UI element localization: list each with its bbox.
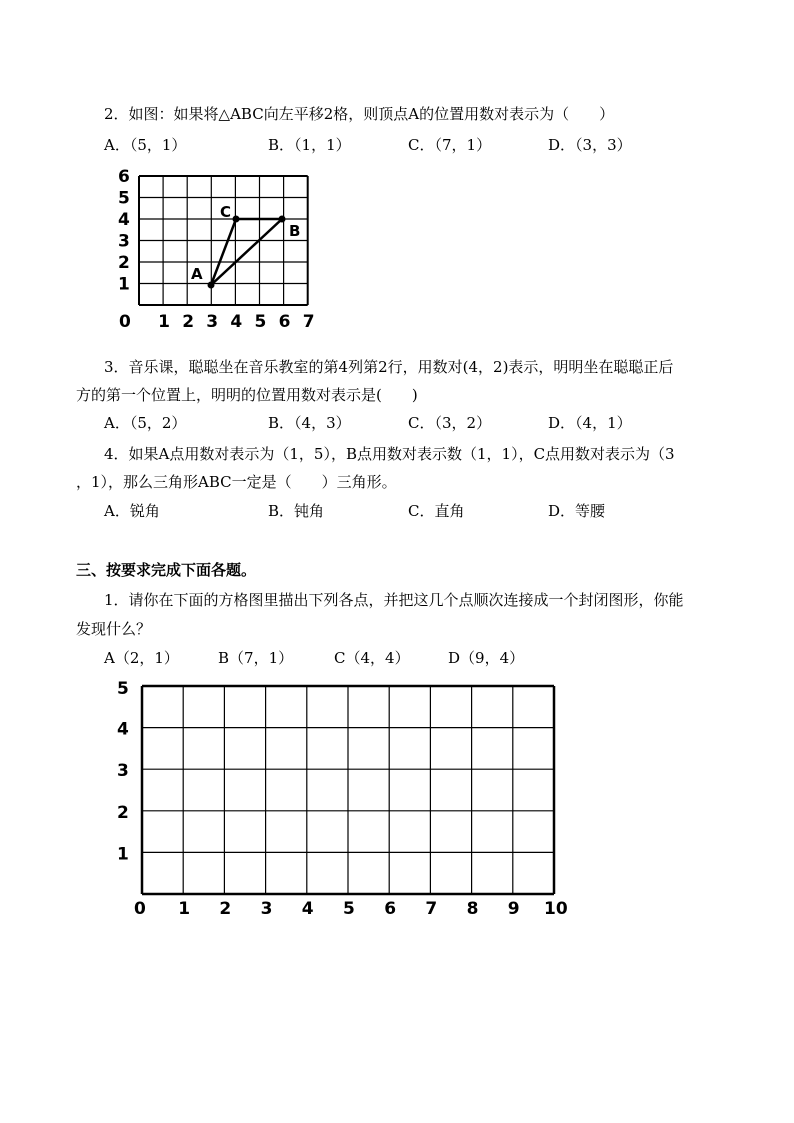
x2-tick-label: 1 <box>178 899 191 919</box>
x-tick-label: 7 <box>302 312 315 332</box>
y2-tick-label: 5 <box>117 679 129 699</box>
x2-tick-label: 7 <box>425 899 438 919</box>
q2-option-c: C．（7，1） <box>408 136 492 154</box>
x2-tick-label: 8 <box>466 899 479 919</box>
q4-line1: 4．如果A点用数对表示为（1，5），B点用数对表示数（1，1），C点用数对表示为（3 <box>104 445 675 463</box>
label-a: A <box>191 265 203 283</box>
q2-option-b: B．（1，1） <box>268 136 351 154</box>
point-a-dot <box>208 282 215 289</box>
y-tick-label: 6 <box>118 167 130 187</box>
y-tick-label: 3 <box>118 231 130 252</box>
label-c: C <box>220 203 232 221</box>
y2-tick-label: 2 <box>117 802 129 823</box>
s3-q1-line2: 发现什么？ <box>76 620 152 638</box>
point-a: A（2，1） <box>104 649 179 667</box>
x2-tick-label: 0 <box>134 899 146 919</box>
x2-tick-label: 3 <box>260 899 273 919</box>
x2-tick-label: 4 <box>301 899 314 919</box>
q4-option-d: D．等腰 <box>548 502 606 520</box>
y2-tick-label: 1 <box>117 844 129 865</box>
y-tick-label: 1 <box>118 274 130 295</box>
q2-text: 2．如图：如果将△ABC向左平移2格，则顶点A的位置用数对表示为（ ） <box>104 105 615 123</box>
x-tick-label: 0 <box>119 312 131 332</box>
y-tick-label: 2 <box>118 253 130 273</box>
section-heading: 三、按要求完成下面各题。 <box>76 561 257 579</box>
y-tick-label: 4 <box>118 210 130 230</box>
q4-option-a: A．锐角 <box>104 502 160 520</box>
q3-option-c: C．（3，2） <box>408 414 492 432</box>
point-b: B（7，1） <box>218 649 294 667</box>
q4-line2: ，1），那么三角形ABC一定是（ ）三角形。 <box>76 473 397 491</box>
x2-tick-label: 6 <box>384 899 397 919</box>
q3-option-a: A．（5，2） <box>104 414 187 432</box>
x-tick-label: 6 <box>278 312 291 332</box>
x2-tick-label: 10 <box>544 899 568 919</box>
point-b-dot <box>279 216 286 223</box>
x2-tick-label: 2 <box>219 899 232 919</box>
x2-tick-label: 9 <box>507 899 520 919</box>
q4-option-b: B．钝角 <box>268 502 325 520</box>
q4-option-c: C．直角 <box>408 502 465 520</box>
q2-option-a: A．（5，1） <box>104 136 187 154</box>
point-c-dot <box>233 216 240 223</box>
x-tick-label: 1 <box>158 312 170 332</box>
y2-tick-label: 4 <box>117 719 129 740</box>
x-tick-label: 3 <box>206 312 219 332</box>
y-tick-label: 5 <box>118 188 130 209</box>
point-d: D（9，4） <box>448 649 525 667</box>
x-tick-label: 4 <box>230 312 243 332</box>
x-tick-label: 5 <box>254 312 267 332</box>
label-b: B <box>289 222 301 240</box>
q3-option-b: B．（4，3） <box>268 414 351 432</box>
triangle-abc <box>211 219 282 285</box>
q3-line2: 方的第一个位置上，明明的位置用数对表示是( ) <box>76 386 418 404</box>
q3-line1: 3．音乐课，聪聪坐在音乐教室的第4列第2行，用数对(4，2)表示，明明坐在聪聪正后 <box>104 358 674 376</box>
q2-option-d: D．（3，3） <box>548 136 632 154</box>
x2-tick-label: 5 <box>343 899 355 919</box>
s3-q1-line1: 1．请你在下面的方格图里描出下列各点，并把这几个点顺次连接成一个封闭图形，你能 <box>104 591 684 609</box>
q3-option-d: D．（4，1） <box>548 414 632 432</box>
x-tick-label: 2 <box>182 312 195 332</box>
y2-tick-label: 3 <box>117 761 129 782</box>
point-c: C（4，4） <box>334 649 410 667</box>
